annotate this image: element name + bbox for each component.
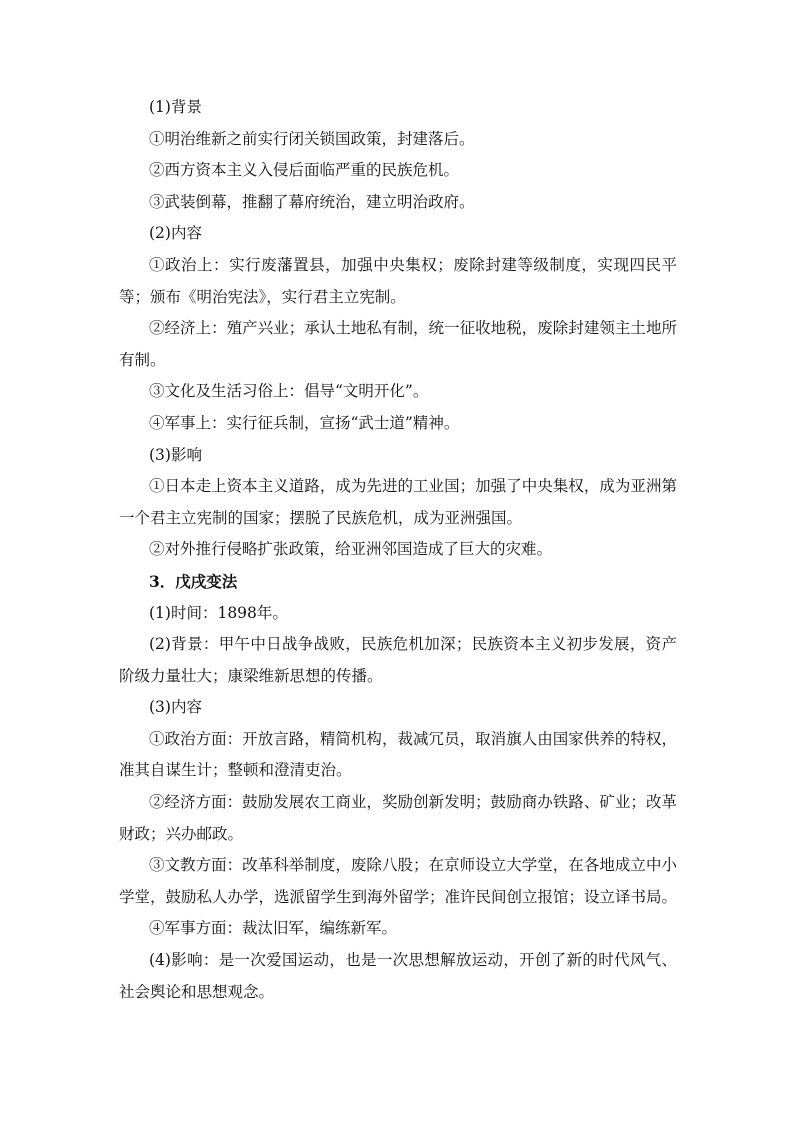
meiji-background-2: ②西方资本主义入侵后面临严重的民族危机。 [149, 161, 460, 180]
meiji-background-3: ③武装倒幕，推翻了幕府统治，建立明治政府。 [149, 192, 475, 211]
meiji-impact-1: ①日本走上资本主义道路，成为先进的工业国；加强了中央集权，成为亚洲第一个君主立宪制的国家；摆脱了民族危机，成为亚洲强国。 [119, 477, 677, 527]
wuxu-content-4: ④军事方面：裁汰旧军，编练新军。 [149, 919, 398, 938]
document-body [119, 92, 677, 1008]
meiji-content-1: ①政治上：实行废藩置县，加强中央集权；废除封建等级制度，实现四民平等；颁布《明治宪法》，实行君主立宪制。 [119, 255, 677, 306]
wuxu-content-2: ②经济方面：鼓励发展农工商业，奖励创新发明；鼓励商办铁路、矿业；改革财政；兴办邮政。 [119, 793, 677, 843]
meiji-content-3: ③文化及生活习俗上：倡导“文明开化”。 [149, 382, 429, 401]
meiji-content-2: ②经济上：殖产兴业；承认土地私有制，统一征收地税，废除封建领主土地所有制。 [119, 319, 677, 369]
meiji-impact-heading: (3)影响 [149, 445, 202, 464]
wuxu-background: (2)背景：甲午中日战争战败，民族危机加深；民族资本主义初步发展，资产阶级力量壮大；康梁维新思想的传播。 [119, 635, 677, 685]
wuxu-impact: (4)影响：是一次爱国运动，也是一次思想解放运动，开创了新的时代风气、社会舆论和思想观念。 [119, 951, 677, 1001]
meiji-impact-2: ②对外推行侵略扩张政策，给亚洲邻国造成了巨大的灾难。 [149, 540, 553, 559]
meiji-content-4: ④军事上：实行征兵制，宣扬“武士道”精神。 [149, 413, 460, 432]
meiji-background-1: ①明治维新之前实行闭关锁国政策，封建落后。 [149, 129, 475, 148]
wuxu-content-1: ①政治方面：开放言路，精简机构，裁减冗员，取消旗人由国家供养的特权，准其自谋生计；整顿和澄清吏治。 [119, 729, 677, 780]
wuxu-content-heading: (3)内容 [149, 698, 202, 717]
wuxu-content-3: ③文教方面：改革科举制度，废除八股；在京师设立大学堂，在各地成立中小学堂，鼓励私人办学，选派留学生到海外留学；准许民间创立报馆；设立译书局。 [119, 856, 678, 906]
meiji-background-heading: (1)背景 [149, 98, 202, 116]
wuxu-time: (1)时间：1898年。 [149, 603, 288, 622]
meiji-content-heading: (2)内容 [149, 224, 202, 243]
wuxu-section-title: 3．戊戌变法 [149, 571, 238, 591]
